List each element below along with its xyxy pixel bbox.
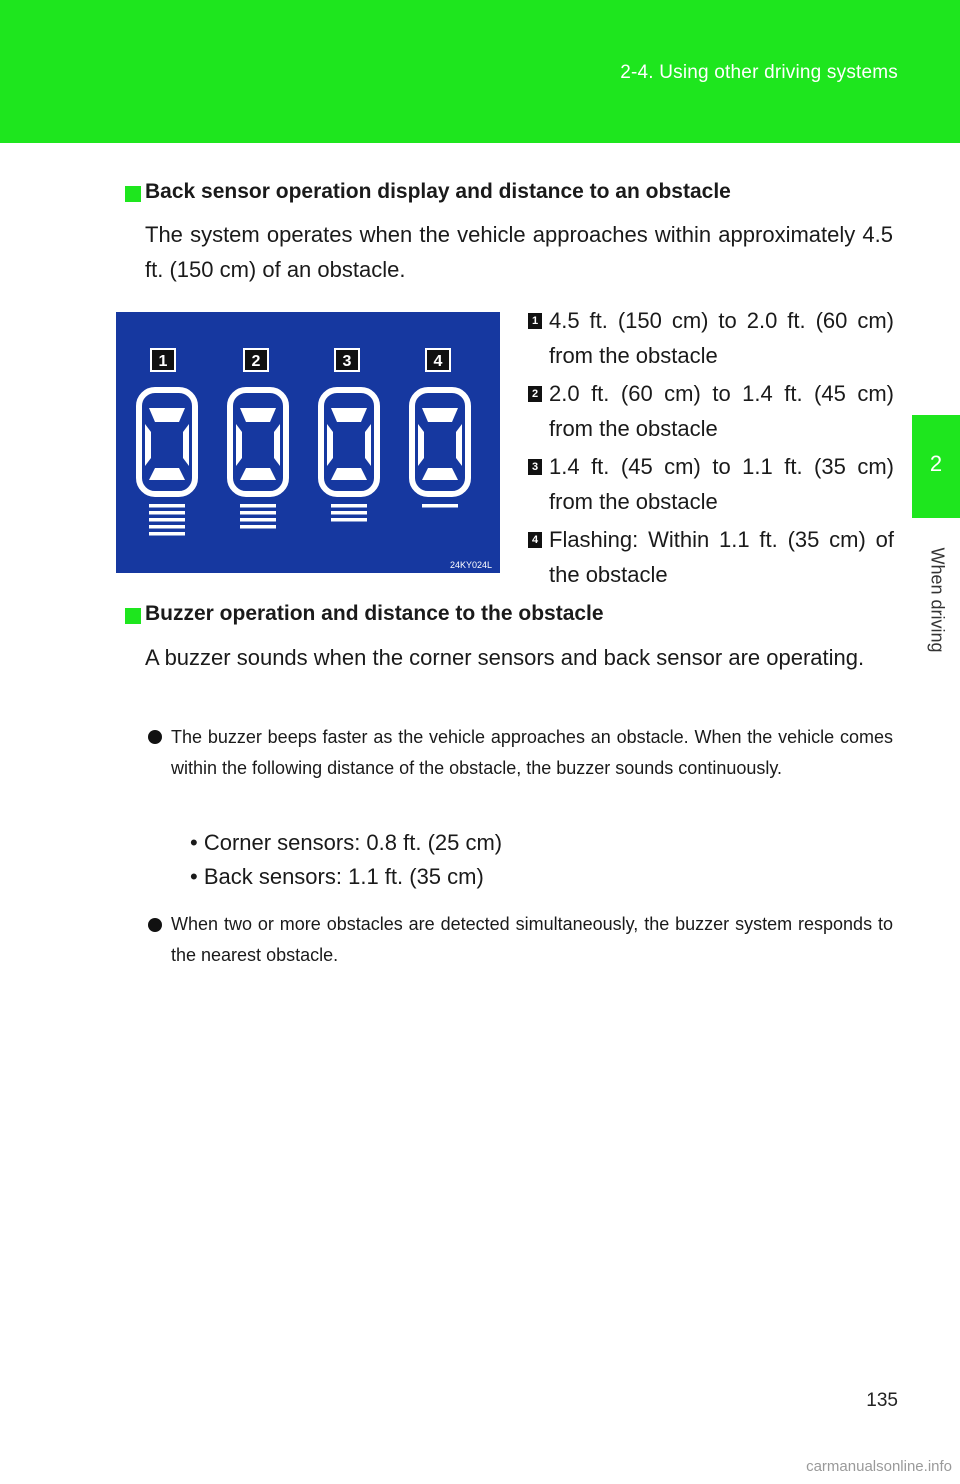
legend-number-2: 2 (528, 386, 542, 402)
car-symbol-3 (321, 390, 377, 522)
chapter-tab[interactable] (912, 415, 960, 518)
chapter-label-text: When driving (927, 547, 948, 653)
chapter-number: 2 (929, 451, 943, 476)
car-front-window (422, 408, 458, 422)
legend-number-1: 1 (528, 313, 542, 329)
distance-bar (149, 504, 185, 508)
figure-label-text: 1 (158, 353, 168, 370)
car-symbol-2 (230, 390, 286, 529)
heading-square-bullet (125, 608, 141, 624)
car-front-window (331, 408, 367, 422)
car-right-window (456, 424, 462, 466)
figure-label-text: 2 (251, 353, 261, 370)
figure-label-text: 4 (433, 353, 443, 370)
distance-bar (240, 525, 276, 529)
section-title: 2-4. Using other driving systems (620, 62, 898, 83)
section1-heading: Back sensor operation display and distance to an obstacle (145, 180, 731, 203)
distance-bar (149, 532, 185, 536)
legend-text-2: 2.0 ft. (60 cm) to 1.4 ft. (45 cm) from the obstacle (549, 381, 894, 441)
legend-text-4: Flashing: Within 1.1 ft. (35 cm) of the obstacle (549, 527, 894, 587)
distance-bar (240, 511, 276, 515)
legend-number-3: 3 (528, 459, 542, 475)
distance-bar (149, 511, 185, 515)
buzzer-note-2: When two or more obstacles are detected simultaneously, the buzzer system responds to the nearest obstacle. (171, 914, 893, 965)
car-right-window (183, 424, 189, 466)
distance-bar (331, 504, 367, 508)
section1-body: The system operates when the vehicle approaches within approximately 4.5 ft. (150 cm) of an obstacle. (145, 222, 893, 282)
round-bullet (148, 918, 162, 932)
car-left-window (236, 424, 242, 466)
figure-label-4 (426, 349, 450, 371)
car-rear-window (240, 468, 276, 480)
heading-square-bullet (125, 186, 141, 202)
car-left-window (418, 424, 424, 466)
round-bullet (148, 730, 162, 744)
car-left-window (145, 424, 151, 466)
car-rear-window (331, 468, 367, 480)
chapter-label (917, 530, 957, 670)
car-left-window (327, 424, 333, 466)
distance-bar (240, 518, 276, 522)
figure-label-text: 3 (342, 353, 352, 370)
distance-bar (331, 518, 367, 522)
legend-item-1 (528, 303, 894, 373)
distance-bar (331, 511, 367, 515)
legend-text-3: 1.4 ft. (45 cm) to 1.1 ft. (35 cm) from the obstacle (549, 454, 894, 514)
sensor-display-figure (116, 312, 500, 573)
distance-bar (422, 504, 458, 508)
sub-item-corner-sensors: • Corner sensors: 0.8 ft. (25 cm) (190, 830, 503, 855)
section2-heading: Buzzer operation and distance to the obstacle (145, 602, 604, 625)
header-band (0, 0, 960, 143)
distance-bar (240, 504, 276, 508)
figure-label-2 (244, 349, 268, 371)
car-rear-window (149, 468, 185, 480)
car-symbol-1 (139, 390, 195, 536)
figure-code: 24KY024L (449, 560, 492, 570)
sensor-display-illustration (116, 312, 500, 573)
page-number: 135 (866, 1390, 898, 1411)
car-symbol-4 (412, 390, 468, 508)
section2-body: A buzzer sounds when the corner sensors and back sensor are operating. (145, 645, 865, 670)
legend-item-2 (528, 376, 894, 446)
figure-label-3 (335, 349, 359, 371)
legend-item-4 (528, 522, 894, 592)
sub-item-back-sensors: • Back sensors: 1.1 ft. (35 cm) (190, 864, 484, 889)
buzzer-note-1: The buzzer beeps faster as the vehicle approaches an obstacle. When the vehicle comes within the following distance of the obstacle, the buzzer sounds continuously. (171, 727, 893, 778)
car-right-window (365, 424, 371, 466)
legend-number-4: 4 (528, 532, 542, 548)
legend-text-1: 4.5 ft. (150 cm) to 2.0 ft. (60 cm) from the obstacle (549, 308, 894, 368)
car-rear-window (422, 468, 458, 480)
watermark: carmanualsonline.info (806, 1458, 952, 1475)
legend-item-3 (528, 449, 894, 519)
figure-label-1 (151, 349, 175, 371)
distance-bar (149, 518, 185, 522)
car-front-window (149, 408, 185, 422)
car-right-window (274, 424, 280, 466)
distance-bar (149, 525, 185, 529)
car-front-window (240, 408, 276, 422)
